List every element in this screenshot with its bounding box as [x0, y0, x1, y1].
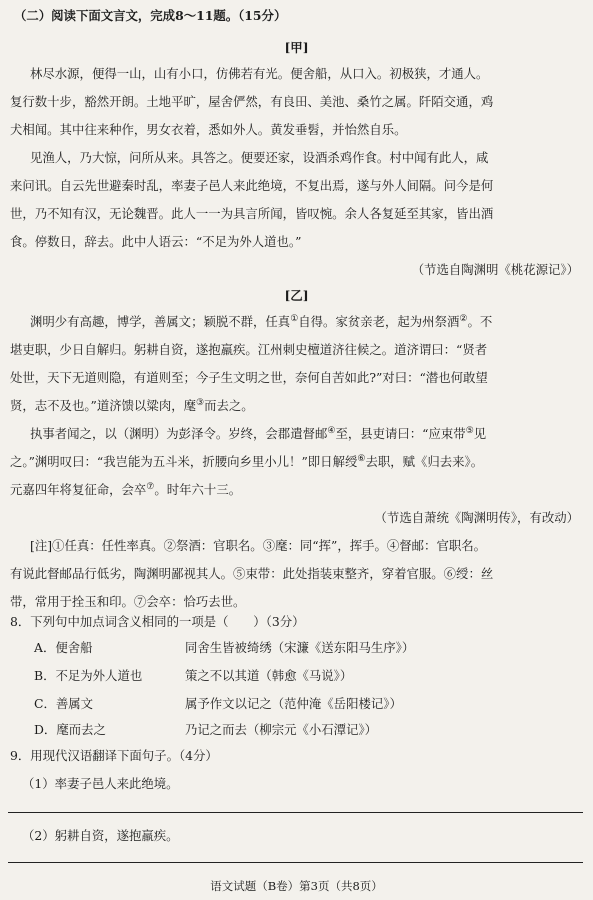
question-9-item-2: （2）躬耕自资，遂抱羸疾。 — [22, 828, 179, 843]
passage-a-line: 林尽水源，便得一山，山有小口，仿佛若有光。便舍船，从口入。初极狭，才通人。 — [30, 66, 489, 81]
passage-b-line: 元嘉四年将复征命，会卒⑦。时年六十三。 — [10, 481, 242, 497]
passage-a-line: 食。停数日，辞去。此中人语云：“不足为外人道也。” — [10, 234, 302, 249]
passage-a-line: 犬相闻。其中往来种作，男女衣着，悉如外人。黄发垂髫，并怡然自乐。 — [10, 122, 407, 137]
passage-b-line: 之。”渊明叹曰：“我岂能为五斗米，折腰向乡里小儿！”即日解绶⑥去职，赋《归去来》。 — [10, 453, 484, 469]
footnote-marker: ④ — [327, 425, 336, 436]
passage-a-line: 见渔人，乃大惊，问所从来。具答之。便要还家，设酒杀鸡作食。村中闻有此人，咸 — [30, 150, 489, 165]
page-footer: 语文试题（B卷）第3页（共8页） — [210, 879, 383, 893]
question-8-stem: 8．下列句中加点词含义相同的一项是（ ）（3分） — [10, 614, 305, 629]
footnote-marker: ③ — [196, 397, 205, 408]
section-heading: （二）阅读下面文言文，完成8～11题。（15分） — [14, 8, 287, 23]
option-b-right: 策之不以其道（韩愈《马说》） — [185, 668, 353, 683]
passage-b-line: 渊明少有高趣，博学，善属文；颖脱不群，任真①自得。家贫亲老，起为州祭酒②。不 — [30, 313, 493, 329]
answer-line — [8, 812, 583, 813]
footnote-marker: ⑥ — [357, 453, 366, 464]
passage-a-source: （节选自陶渊明《桃花源记》） — [411, 262, 579, 277]
question-9-item-1: （1）率妻子邑人来此绝境。 — [22, 776, 179, 791]
option-c-left: C．善属文 — [34, 696, 94, 711]
footnote-marker: ② — [459, 313, 468, 324]
passage-b-line: 堪吏职，少日自解归。躬耕自资，遂抱羸疾。江州刺史檀道济往候之。道济谓曰：“贤者 — [10, 342, 488, 357]
passage-b-label: [乙] — [284, 288, 309, 303]
option-a-left: A．便舍船 — [34, 640, 93, 655]
footnote-marker: ① — [290, 313, 299, 324]
option-b-left: B．不足为外人道也 — [34, 668, 143, 683]
passage-b-line: 贤，志不及也。”道济馈以粱肉，麾③而去之。 — [10, 397, 254, 413]
notes-line: [注]①任真：任性率真。②祭酒：官职名。③麾：同“挥”，挥手。④督邮：官职名。 — [30, 538, 487, 553]
option-d-right: 乃记之而去（柳宗元《小石潭记》） — [185, 722, 378, 737]
passage-a-line: 来问讯。自云先世避秦时乱，率妻子邑人来此绝境，不复出焉，遂与外人间隔。问今是何 — [10, 178, 494, 193]
passage-a-label: [甲] — [284, 40, 309, 55]
passage-b-line: 执事者闻之，以（渊明）为彭泽令。岁终，会郡遣督邮④至，县吏请曰：“应束带⑤见 — [30, 425, 487, 441]
notes-line: 带，常用于拴玉和印。⑦会卒：恰巧去世。 — [10, 594, 246, 609]
passage-b-source: （节选自萧统《陶渊明传》，有改动） — [374, 510, 579, 525]
answer-line — [8, 862, 583, 863]
passage-b-line: 处世，天下无道则隐，有道则至；今子生文明之世，奈何自苦如此?”对曰：“潜也何敢望 — [10, 370, 488, 385]
passage-a-line: 复行数十步，豁然开朗。土地平旷，屋舍俨然，有良田、美池、桑竹之属。阡陌交通，鸡 — [10, 94, 494, 109]
option-d-left: D．麾而去之 — [34, 722, 106, 737]
footnote-marker: ⑦ — [146, 481, 155, 492]
footnote-marker: ⑤ — [465, 425, 474, 436]
notes-line: 有说此督邮品行低劣，陶渊明鄙视其人。⑤束带：此处指装束整齐，穿着官服。⑥绶：丝 — [10, 566, 494, 581]
question-9-stem: 9．用现代汉语翻译下面句子。（4分） — [10, 748, 218, 763]
passage-a-line: 世，乃不知有汉，无论魏晋。此人一一为具言所闻，皆叹惋。余人各复延至其家，皆出酒 — [10, 206, 494, 221]
option-c-right: 属予作文以记之（范仲淹《岳阳楼记》） — [185, 696, 402, 711]
option-a-right: 同舍生皆被绮绣（宋濂《送东阳马生序》） — [185, 640, 415, 655]
